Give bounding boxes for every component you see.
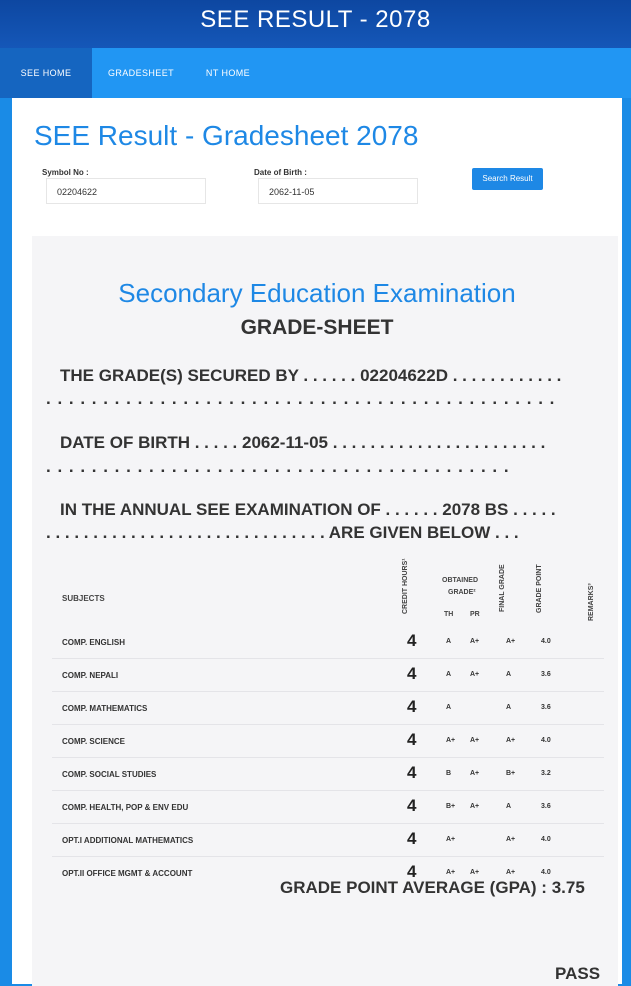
header-obtained: OBTAINED: [442, 577, 479, 584]
exam-of-line: [60, 500, 556, 520]
subject-name: COMP. ENGLISH: [62, 638, 125, 647]
table-row: [52, 692, 604, 725]
exam-of-suffix: . . . . .: [513, 500, 556, 519]
nav-bar: [0, 48, 631, 98]
grade-point: 4.0: [541, 638, 551, 645]
header-th: TH: [444, 611, 454, 618]
grade-th: A+: [446, 737, 456, 744]
credit-hours: 4: [407, 664, 417, 683]
header-credit-hours: CREDIT HOURS¹: [402, 558, 409, 614]
secured-by-dots: . . . . . . . . . . . . . . . . . . . . . . . . . . . . . . . . . . . . . . . . . . . . .: [46, 389, 556, 408]
dob-suffix: . . . . . . . . . . . . . . . . . . . . . . .: [332, 433, 546, 452]
nav-gradesheet[interactable]: GRADESHEET: [107, 68, 174, 78]
grade-th: A+: [446, 836, 456, 843]
app-title: SEE RESULT - 2078: [200, 6, 431, 33]
credit-hours: 4: [407, 730, 417, 749]
dob-dots: . . . . . . . . . . . . . . . . . . . . . . . . . . . . . . . . . . . . . . . . .: [46, 457, 510, 476]
dob-line: [60, 433, 545, 453]
nav-nt-home[interactable]: NT HOME: [205, 68, 251, 78]
grade-pr: A+: [470, 869, 480, 876]
secured-by-prefix: THE GRADE(S) SECURED BY . . . . . .: [60, 366, 356, 385]
grade-sheet: [32, 236, 618, 986]
secured-by-suffix: . . . . . . . . . . . .: [452, 366, 562, 385]
final-grade: A: [506, 671, 512, 678]
grade-point: 3.6: [541, 704, 551, 711]
grade-sheet-title: GRADE-SHEET: [240, 316, 394, 339]
exam-title: Secondary Education Examination: [118, 278, 516, 308]
gpa-text: GRADE POINT AVERAGE (GPA) : 3.75: [280, 878, 585, 897]
main-panel: [12, 98, 622, 984]
dob-prefix: DATE OF BIRTH . . . . .: [60, 433, 238, 452]
subject-name: COMP. SCIENCE: [62, 737, 125, 746]
secured-by-value: 02204622D: [360, 366, 448, 385]
grade-point: 3.6: [541, 803, 551, 810]
grade-th: B: [446, 770, 452, 777]
given-below-line: [46, 523, 519, 543]
table-row: [52, 758, 604, 791]
grade-point: 4.0: [541, 836, 551, 843]
grade-pr: A+: [470, 770, 480, 777]
table-row: [52, 791, 604, 824]
grade-pr: A+: [470, 638, 480, 645]
grade-th: A: [446, 704, 452, 711]
subject-name: OPT.II OFFICE MGMT & ACCOUNT: [62, 869, 193, 878]
header-final-grade: FINAL GRADE: [499, 564, 506, 612]
grade-th: A: [446, 638, 452, 645]
header-grade: GRADE²: [448, 589, 476, 596]
final-grade: A+: [506, 737, 516, 744]
app-header: [0, 0, 631, 48]
header-pr: PR: [470, 611, 480, 618]
grade-th: B+: [446, 803, 456, 810]
final-grade: A+: [506, 638, 516, 645]
grade-point: 4.0: [541, 737, 551, 744]
subject-name: COMP. SOCIAL STUDIES: [62, 770, 157, 779]
header-grade-point: GRADE POINT: [536, 564, 543, 613]
credit-hours: 4: [407, 763, 417, 782]
given-below-dots: . . . . . . . . . . . . . . . . . . . . . . . . . . . . . .: [46, 523, 325, 542]
dob-label: Date of Birth :: [254, 168, 307, 177]
table-row: [52, 659, 604, 692]
credit-hours: 4: [407, 829, 417, 848]
credit-hours: 4: [407, 796, 417, 815]
credit-hours: 4: [407, 862, 417, 881]
final-grade: A: [506, 704, 512, 711]
subject-name: COMP. NEPALI: [62, 671, 119, 680]
exam-of-value: 2078 BS: [442, 500, 509, 519]
final-grade: A+: [506, 836, 516, 843]
credit-hours: 4: [407, 697, 417, 716]
grade-th: A: [446, 671, 452, 678]
dob-value: 2062-11-05: [241, 433, 329, 452]
grade-pr: A+: [470, 737, 480, 744]
secured-by-line: [60, 366, 561, 386]
final-grade: A: [506, 803, 512, 810]
table-row: [52, 824, 604, 857]
nav-see-home[interactable]: SEE HOME: [0, 48, 92, 98]
subject-name: COMP. HEALTH, POP & ENV EDU: [62, 803, 189, 812]
page-title: SEE Result - Gradesheet 2078: [34, 120, 419, 151]
given-below-text: ARE GIVEN BELOW . . .: [328, 523, 519, 542]
grade-pr: A+: [470, 671, 480, 678]
table-row: [52, 626, 604, 659]
dob-input[interactable]: 2062-11-05: [258, 178, 418, 204]
exam-of-prefix: IN THE ANNUAL SEE EXAMINATION OF . . . . . .: [60, 500, 438, 519]
table-row: [52, 725, 604, 758]
grade-point: 3.6: [541, 671, 551, 678]
grade-point: 4.0: [541, 869, 551, 876]
header-subjects: SUBJECTS: [62, 594, 105, 603]
search-result-button[interactable]: Search Result: [472, 168, 543, 190]
result-status: PASS: [555, 964, 601, 983]
subject-name: OPT.I ADDITIONAL MATHEMATICS: [62, 836, 194, 845]
final-grade: B+: [506, 770, 516, 777]
header-remarks: REMARKS³: [588, 583, 595, 621]
grade-pr: A+: [470, 803, 480, 810]
symbol-label: Symbol No :: [42, 168, 89, 177]
credit-hours: 4: [407, 631, 417, 650]
subject-name: COMP. MATHEMATICS: [62, 704, 148, 713]
grade-th: A+: [446, 869, 456, 876]
grade-point: 3.2: [541, 770, 551, 777]
final-grade: A+: [506, 869, 516, 876]
symbol-input[interactable]: 02204622: [46, 178, 206, 204]
